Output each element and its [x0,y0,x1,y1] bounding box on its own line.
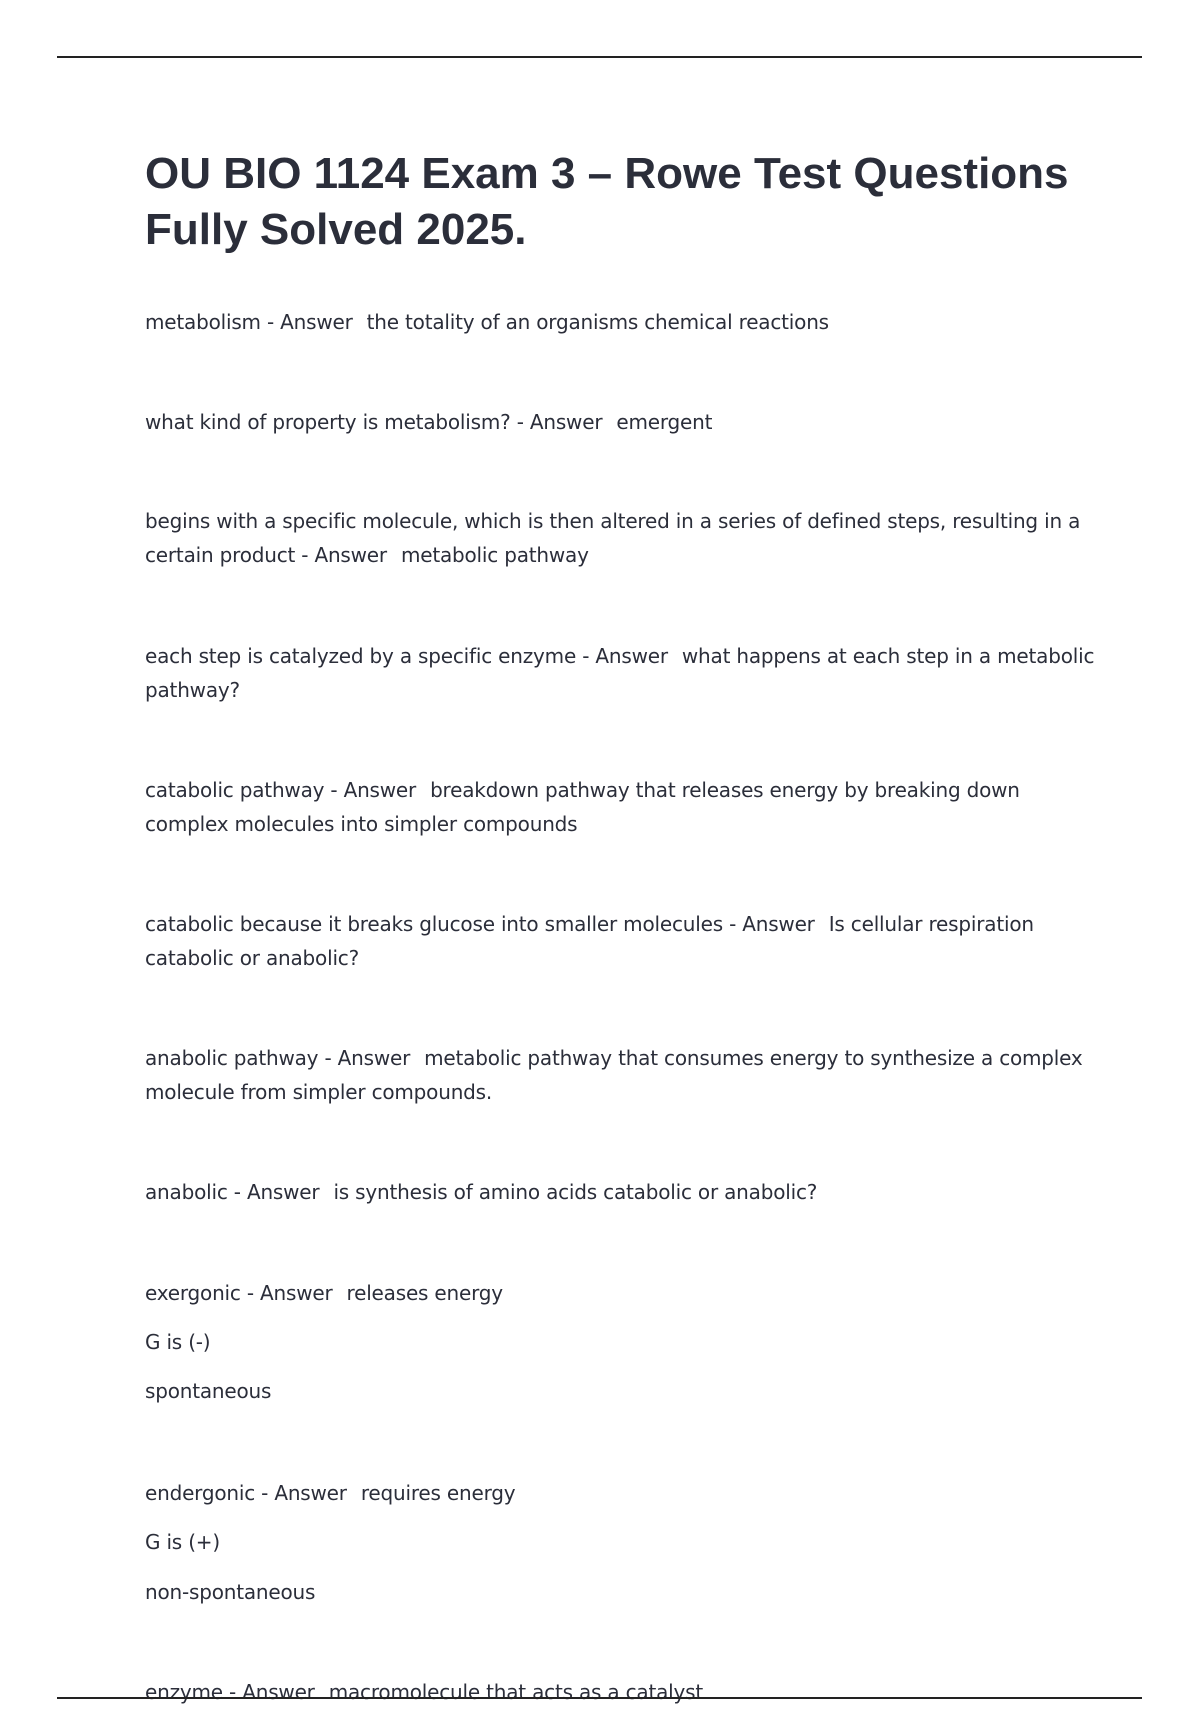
bottom-rule [57,1697,1142,1699]
qa-prompt: each step is catalyzed by a specific enzyme - Answer [145,644,668,668]
qa-item-cellular-respiration [145,907,1095,975]
qa-prompt: catabolic pathway - Answer [145,778,417,802]
qa-answer: emergent [616,410,713,434]
qa-item-amino-acids [145,1175,1095,1209]
qa-prompt: anabolic pathway - Answer [145,1046,411,1070]
qa-item-metabolism-property [145,405,1095,439]
top-rule [57,56,1142,58]
qa-answer: releases energy [346,1281,503,1305]
qa-extra-line: G is (+) [145,1530,220,1554]
qa-prompt: exergonic - Answer [145,1281,333,1305]
qa-prompt: anabolic - Answer [145,1180,320,1204]
qa-item-anabolic-pathway [145,1041,1095,1109]
qa-answer: macromolecule that acts as a catalyst [328,1680,704,1704]
qa-extra-line: spontaneous [145,1379,272,1403]
qa-prompt: metabolism - Answer [145,310,353,334]
qa-prompt: what kind of property is metabolism? - Answer [145,410,603,434]
qa-answer: requires energy [360,1481,516,1505]
qa-answer: metabolic pathway that consumes energy to synthesize a complex molecule from simpler compounds. [145,1046,1083,1104]
qa-answer: breakdown pathway that releases energy by breaking down complex molecules into simpler compounds [145,778,1020,836]
qa-answer: is synthesis of amino acids catabolic or anabolic? [333,1180,818,1204]
qa-prompt: catabolic because it breaks glucose into smaller molecules - Answer [145,912,815,936]
qa-item-metabolic-pathway [145,504,1095,572]
qa-prompt: endergonic - Answer [145,1481,347,1505]
qa-answer: Is cellular respiration catabolic or anabolic? [145,912,1034,970]
document-title: OU BIO 1124 Exam 3 – Rowe Test Questions Fully Solved 2025. [145,149,1069,254]
qa-prompt: enzyme - Answer [145,1680,315,1704]
qa-item-endergonic [145,1476,1095,1510]
qa-item-exergonic [145,1276,1095,1310]
qa-extra-line: G is (-) [145,1330,211,1354]
qa-extra-line: non-spontaneous [145,1580,316,1604]
qa-item-enzyme-step [145,639,1095,707]
qa-item-enzyme [145,1675,1095,1709]
qa-answer: the totality of an organisms chemical reactions [366,310,829,334]
qa-item-catabolic-pathway [145,773,1095,841]
qa-prompt: begins with a specific molecule, which is then altered in a series of defined steps, resulting in a certain product - Answer [145,509,1081,567]
qa-item-metabolism [145,305,1095,339]
qa-answer: metabolic pathway [400,543,589,567]
qa-answer: what happens at each step in a metabolic pathway? [145,644,1095,702]
